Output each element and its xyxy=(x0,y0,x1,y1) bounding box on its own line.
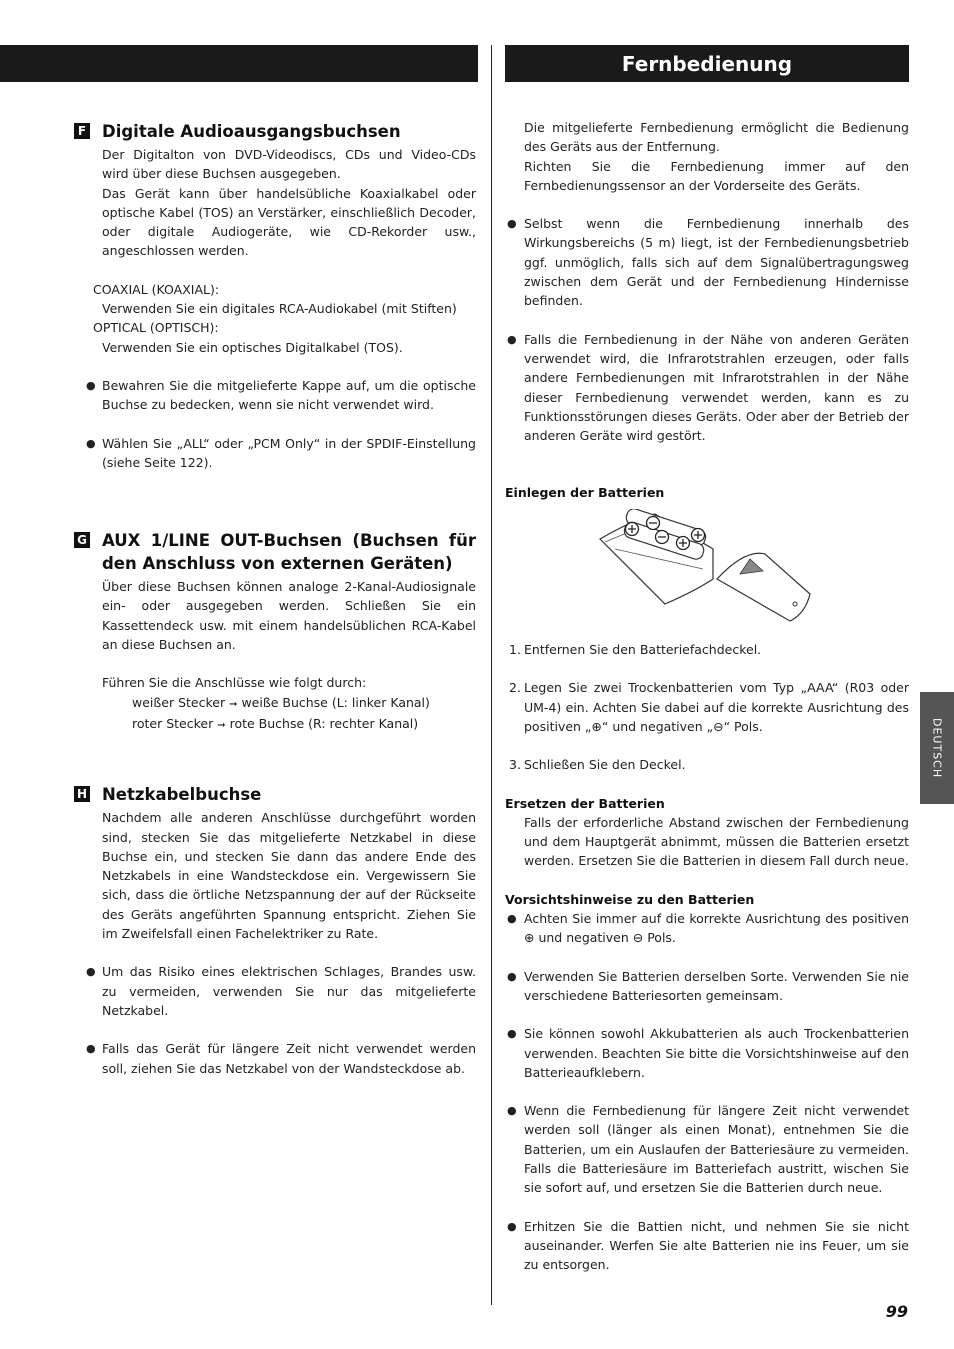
replace-paragraph: Falls der erforderliche Abstand zwischen der Fernbedienung und dem Hauptgerät abnimmt, müssen die Batterien ersetzt werden. Ersetzen Sie die Batterien in diesem Fall durch neue. xyxy=(524,814,909,869)
battery-cautions-heading: Vorsichtshinweise zu den Batterien xyxy=(505,891,755,907)
section-title-bar xyxy=(505,45,909,82)
label-g: G xyxy=(74,532,90,548)
label-f: F xyxy=(74,123,90,139)
heading-h-text: Netzkabelbuchse xyxy=(102,785,262,805)
list-item: ● Um das Risiko eines elektrischen Schlages, Brandes usw. zu vermeiden, verwenden Sie nur das mitgelieferte Netzkabel. xyxy=(86,964,476,1018)
list-item: ● Achten Sie immer auf die korrekte Ausrichtung des positiven ⊕ und negativen ⊖ Pols. xyxy=(507,911,909,946)
g-paragraph-1: Über diese Buchsen können analoge 2-Kanal-Audiosignale ein- oder ausgegeben werden. Schließen Sie ein Kassettendeck usw. mit einem handelsüblichen RCA-Kabel an diese Buchsen an. xyxy=(102,579,476,653)
heading-f xyxy=(74,120,476,143)
language-tab: DEUTSCH xyxy=(920,692,954,804)
heading-h xyxy=(74,783,476,806)
heading-f-text: Digitale Audioausgangsbuchsen xyxy=(102,122,401,141)
f-paragraph-1: Der Digitalton von DVD-Videodiscs, CDs und Video-CDs wird über diese Buchsen ausgegeben. xyxy=(102,147,476,182)
optical-label: OPTICAL (OPTISCH): xyxy=(93,320,219,336)
coax-label: COAXIAL (KOAXIAL): xyxy=(93,281,220,297)
list-item: ● Sie können sowohl Akkubatterien als auch Trockenbatterien verwenden. Beachten Sie bitte die Vorsichtshinweise auf den Batterieaufklebern. xyxy=(507,1026,909,1080)
insert-batteries-heading: Einlegen der Batterien xyxy=(505,485,665,501)
replace-batteries-heading: Ersetzen der Batterien xyxy=(505,795,665,811)
left-header-bar xyxy=(0,45,478,82)
right-column xyxy=(505,118,909,1274)
white-connection: weißer Stecker ➞ weiße Buchse (L: linker Kanal) xyxy=(132,694,430,710)
battery-cover-icon xyxy=(717,553,810,621)
section-title: Fernbedienung xyxy=(621,51,793,76)
coax-text: Verwenden Sie ein digitales RCA-Audiokabel (mit Stiften) xyxy=(102,301,457,317)
list-item: ● Falls die Fernbedienung in der Nähe von anderen Geräten verwendet wird, die Infrarotstrahlen erzeugen, oder falls andere Fernbedienungen mit Infrarotstrahlen in der Nähe dieser Fernbedienung verwendet werden, kann es zu Funktionsstörungen dieses Geräts. Oder aber der Betrieb der anderen Geräte wird gestört. xyxy=(507,331,909,444)
intro-paragraph-1: Die mitgelieferte Fernbedienung ermöglicht die Bedienung des Geräts aus der Entfernung. xyxy=(524,120,909,155)
g-paragraph-2: Führen Sie die Anschlüsse wie folgt durch: xyxy=(102,675,367,691)
h-paragraph-1: Nachdem alle anderen Anschlüsse durchgeführt worden sind, stecken Sie das mitgelieferte Netzkabel in diese Buchse ein, und stecken Sie dann das andere Ende des Netzkabels in eine Wandsteckdose ein. Vergewissern Sie sich, dass die örtliche Netzspannung der auf der Rückseite des Geräts angeführten Spannung entspricht. Ziehen Sie im Zweifelsfall einen Fachelektriker zu Rate. xyxy=(102,810,476,942)
list-item: 1. Entfernen Sie den Batteriefachdeckel. xyxy=(509,642,762,658)
list-item: ● Wenn die Fernbedienung für längere Zeit nicht verwendet werden soll (länger als einen Monat), entnehmen Sie die Batterien, um ein Auslaufen der Batteriesäure zu vermeiden. Falls die Batteriesäure im Batteriefach austritt, wischen Sie sie sofort auf, und ersetzen Sie die Batterien durch neue. xyxy=(507,1103,909,1196)
heading-g-text: AUX 1/LINE OUT-Buchsen (Buchsen für den Anschluss von externen Geräten) xyxy=(102,531,476,574)
list-item: ● Falls das Gerät für längere Zeit nicht verwendet werden soll, ziehen Sie das Netzkabel von der Wandsteckdose ab. xyxy=(86,1041,476,1076)
red-connection: roter Stecker ➞ rote Buchse (R: rechter Kanal) xyxy=(132,715,419,731)
list-item: ● Erhitzen Sie die Battien nicht, und nehmen Sie sie nicht auseinander. Werfen Sie alte Batterien nie ins Feuer, um sie zu entsorgen. xyxy=(507,1218,909,1273)
arrow-right-icon: ➞ xyxy=(217,719,226,731)
arrow-right-icon: ➞ xyxy=(229,698,238,710)
list-item: 3. Schließen Sie den Deckel. xyxy=(509,757,686,773)
list-item: ● Bewahren Sie die mitgelieferte Kappe auf, um die optische Buchse zu bedecken, wenn sie nicht verwendet wird. xyxy=(86,377,476,413)
list-item: ● Wählen Sie „ALL“ oder „PCM Only“ in der SPDIF-Einstellung (siehe Seite 122). xyxy=(86,435,476,470)
page-number: 99 xyxy=(885,1302,908,1321)
optical-text: Verwenden Sie ein optisches Digitalkabel (TOS). xyxy=(102,339,403,355)
intro-paragraph-2: Richten Sie die Fernbedienung immer auf den Fernbedienungssensor an der Vorderseite des Geräts. xyxy=(524,158,909,193)
list-item: 2. Legen Sie zwei Trockenbatterien vom Typ „AAA“ (R03 oder UM-4) ein. Achten Sie dabei auf die korrekte Ausrichtung des positiven „⊕“ und negativen „⊖“ Pols. xyxy=(509,680,909,734)
f-paragraph-2: Das Gerät kann über handelsübliche Koaxialkabel oder optische Kabel (TOS) an Verstärker, einschließlich Decoder, oder digitale Audiogeräte, wie CD-Rekorder usw., angeschlossen werden. xyxy=(102,185,476,259)
heading-g xyxy=(74,529,476,575)
list-item: ● Selbst wenn die Fernbedienung innerhalb des Wirkungsbereichs (5 m) liegt, ist der Fernbedienungsbetrieb ggf. unmöglich, falls sich auf dem Signalübertragungsweg zwischen dem Gerät und der Fernbedienung Hindernisse befinden. xyxy=(507,216,909,309)
label-h: H xyxy=(74,786,90,802)
battery-illustration xyxy=(595,509,817,629)
left-column xyxy=(74,120,476,1078)
column-divider xyxy=(491,45,492,1305)
list-item: ● Verwenden Sie Batterien derselben Sorte. Verwenden Sie nie verschiedene Batteriesorten gemeinsam. xyxy=(507,968,909,1003)
